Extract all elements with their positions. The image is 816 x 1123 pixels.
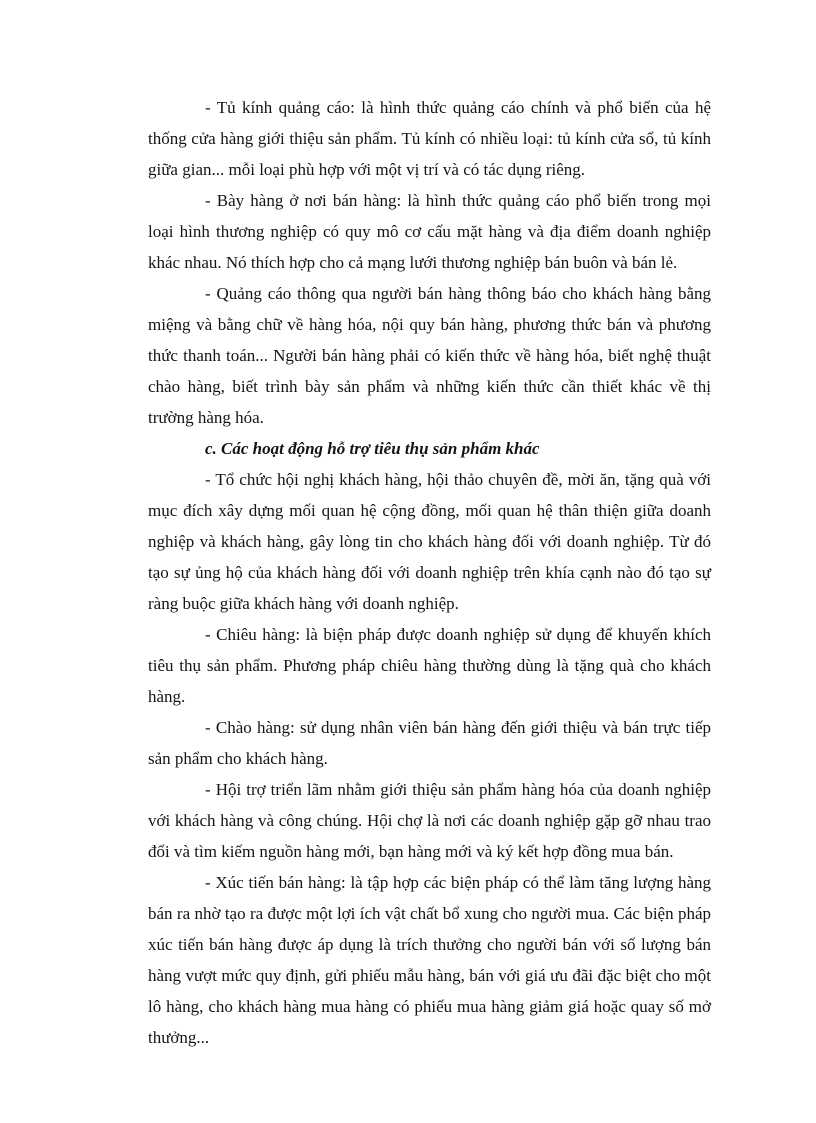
- paragraph-sales-promotion: - Xúc tiến bán hàng: là tập hợp các biện pháp có thể làm tăng lượng hàng bán ra nhờ tạo ra được một lợi ích vật chất bổ xung cho người mua. Các biện pháp xúc tiến bán hàng được áp dụng là trích thưởng cho người bán với số lượng bán hàng vượt mức quy định, gửi phiếu mẫu hàng, bán với giá ưu đãi đặc biệt cho một lô hàng, cho khách hàng mua hàng có phiếu mua hàng giảm giá hoặc quay số mở thưởng...: [148, 873, 711, 1047]
- paragraph-sales-attraction: - Chiêu hàng: là biện pháp được doanh nghiệp sử dụng để khuyến khích tiêu thụ sản phẩm. Phương pháp chiêu hàng thường dùng là tặng quà cho khách hàng.: [148, 625, 711, 706]
- section-heading: c. Các hoạt động hỗ trợ tiêu thụ sản phẩm khác: [205, 439, 540, 458]
- paragraph-customer-conference: - Tổ chức hội nghị khách hàng, hội thảo chuyên đề, mời ăn, tặng quà với mục đích xây dựng mối quan hệ cộng đồng, mối quan hệ thân thiện giữa doanh nghiệp và khách hàng, gây lòng tin cho khách hàng đối với doanh nghiệp. Từ đó tạo sự ủng hộ của khách hàng đối với doanh nghiệp trên khía cạnh nào đó tạo sự ràng buộc giữa khách hàng với doanh nghiệp.: [148, 470, 711, 613]
- paragraph-display-window: - Tủ kính quảng cáo: là hình thức quảng cáo chính và phổ biến của hệ thống cửa hàng giới thiệu sản phẩm. Tủ kính có nhiều loại: tủ kính cửa sổ, tủ kính giữa gian... mỗi loại phù hợp với một vị trí và có tác dụng riêng.: [148, 98, 711, 179]
- document-body: [148, 92, 711, 1053]
- paragraph-trade-fair: - Hội trợ triển lãm nhằm giới thiệu sản phẩm hàng hóa của doanh nghiệp với khách hàng và công chúng. Hội chợ là nơi các doanh nghiệp gặp gỡ nhau trao đổi và tìm kiếm nguồn hàng mới, bạn hàng mới và ký kết hợp đồng mua bán.: [148, 780, 711, 861]
- paragraph-in-store-display: - Bày hàng ở nơi bán hàng: là hình thức quảng cáo phổ biến trong mọi loại hình thương nghiệp có quy mô cơ cấu mặt hàng và địa điểm doanh nghiệp khác nhau. Nó thích hợp cho cả mạng lưới thương nghiệp bán buôn và bán lẻ.: [148, 191, 711, 272]
- paragraph-salesperson-advertising: - Quảng cáo thông qua người bán hàng thông báo cho khách hàng bằng miệng và bằng chữ về hàng hóa, nội quy bán hàng, phương thức bán và phương thức thanh toán... Người bán hàng phải có kiến thức về hàng hóa, biết nghệ thuật chào hàng, biết trình bày sản phẩm và những kiến thức cần thiết khác về thị trường hàng hóa.: [148, 284, 711, 427]
- paragraph-direct-offer: - Chào hàng: sử dụng nhân viên bán hàng đến giới thiệu và bán trực tiếp sản phẩm cho khách hàng.: [148, 718, 711, 768]
